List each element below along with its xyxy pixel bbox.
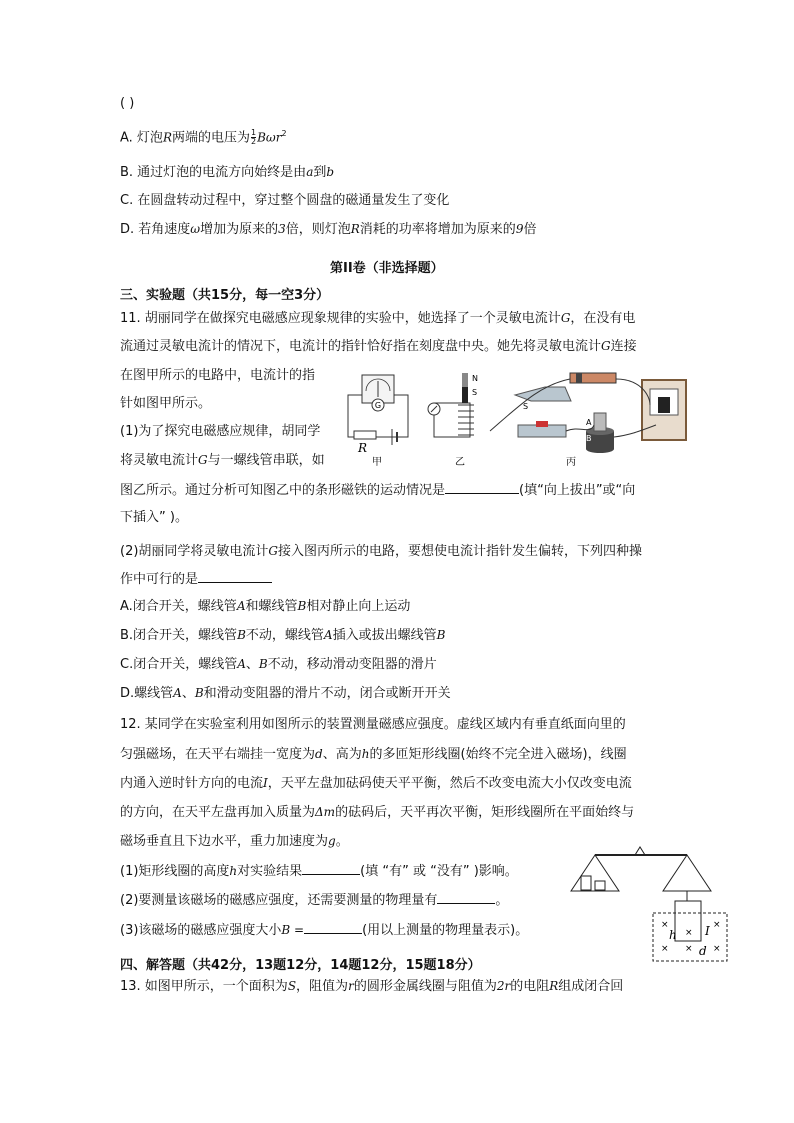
q13-e: 组成闭合回 [558,979,624,994]
q11-opt-d [120,684,451,703]
option-d-t2: 倍，则灯泡 [285,222,351,237]
q11-optc-post: 不动，移动滑动变阻器的滑片 [267,657,437,672]
q12-p1a: (1)矩形线圈的高度 [120,864,230,879]
q12-line1: 12. 某同学在实验室利用如图所示的装置测量磁感应强度。虚线区域内有垂直纸面向里的 [120,717,626,732]
section3-title: 三、实验题（共15分，每一空3分） [120,288,330,303]
q11-opt-c [120,655,437,674]
q12-p1c: (填 “有” 或 “没有” )影响。 [360,864,518,879]
circuit-yi [428,373,478,468]
option-d-n1: 3 [278,222,286,236]
q11-optb-mid2: 插入或拔出螺线管 [332,628,437,643]
q11-l7a: 图乙所示。通过分析可知图乙中的条形磁铁的运动情况是 [120,483,446,498]
frac-denominator: 2 [251,137,257,147]
q11-line7 [120,481,635,500]
option-b [120,163,334,182]
q11-optd-pre: D.螺线管 [120,686,174,701]
q12-part1 [120,862,518,881]
q12-l3v: I [263,776,268,790]
option-d-t3: 消耗的功率将增加为原来的 [359,222,516,237]
q13-v3: 2r [496,979,511,993]
option-d [120,220,536,239]
q11-blank1[interactable] [445,481,519,494]
option-d-n2: 9 [515,222,524,236]
q13-v2: r [348,979,354,993]
q11-optb-v1: B [237,628,246,642]
circuit-bing [490,373,686,468]
q12-l5a: 磁场垂直且下边水平，重力加速度为 [120,834,329,849]
q12-l2v2: h [361,747,370,761]
q11-opt-a [120,597,410,616]
switch-label: S [523,402,529,411]
q12-p1b: 对实验结果 [237,864,303,879]
q13-b: ，阻值为 [296,979,349,994]
q11-l2a: 流通过灵敏电流计的情况下，电流计的指针恰好指在刻度盘中央。她先将灵敏电流计 [120,339,602,354]
option-d-var1: ω [190,222,201,236]
q11-line1 [120,309,635,328]
magnet-s: S [472,388,478,397]
q12-l4a: 的方向，在天平左盘再加入质量为 [120,805,316,820]
option-d-t1: 增加为原来的 [200,222,279,237]
field-x: × [685,944,693,954]
q12-part3 [120,921,528,940]
q11-optb-v3: B [436,628,446,642]
q12-blank2[interactable] [437,891,495,904]
field-x: × [685,928,693,938]
q12-l2a: 匀强磁场，在天平右端挂一宽度为 [120,747,316,762]
q13-v4: R [549,979,559,993]
coil-h-label: h [669,928,677,942]
q12-l5b: 。 [335,834,349,849]
option-a-prefix: A. 灯泡 [120,130,163,146]
q11-l9a: (2)胡丽同学将灵敏电流计 [120,544,269,559]
q11-optd-v2: B [194,686,204,700]
option-b-var1: a [306,165,314,179]
q12-p3a: (3)该磁场的磁感应强度大小 [120,923,282,938]
magnet-n: N [472,374,478,383]
q11-l9b: 接入图丙所示的电路，要想使电流计指针发生偏转，下列四种操 [278,544,643,559]
q13-line1 [120,977,623,996]
q11-line4: 针如图甲所示。 [120,396,212,411]
q12-l2v1: d [315,747,323,761]
coil-a-label: A [586,418,592,427]
q13-v1: S [287,979,297,993]
option-d-t4: 倍 [523,222,537,237]
q12-l4b: 的砝码后，天平再次平衡，矩形线圈所在平面始终与 [335,805,635,820]
q11-line10 [120,570,272,589]
fig-label-jia: 甲 [372,457,382,468]
q12-l4v: Δm [315,805,336,819]
q12-l2b: 、高为 [322,747,362,762]
option-a [120,125,287,147]
q12-p3b: (用以上测量的物理量表示)。 [362,923,529,938]
q11-optc-sep: 、 [245,657,259,672]
q12-p3v: B = [281,923,305,937]
option-b-prefix: B. 通过灯泡的电流方向始终是由 [120,165,307,180]
q11-opta-v2: B [297,599,307,613]
frac-numerator: 1 [251,128,257,138]
q11-l6v: G [198,453,208,467]
q12-line4 [120,803,634,822]
q12-l3a: 内通入逆时针方向的电流 [120,776,264,791]
option-c: C. 在圆盘转动过程中，穿过整个圆盘的磁通量发生了变化 [120,193,450,208]
field-x: × [713,920,721,930]
option-a-mid: 两端的电压为 [171,130,250,146]
section-title: 第II卷（非选择题） [330,261,444,276]
q11-l1v: G [560,311,571,325]
q11-optd-sep: 、 [181,686,195,701]
q11-optd-v1: A [173,686,182,700]
q11-optc-v1: A [237,657,246,671]
option-d-var2: R [350,222,360,236]
fig-label-yi: 乙 [455,457,465,468]
q11-line5: (1)为了探究电磁感应规律，胡同学 [120,424,321,439]
option-a-expr: Bωr [257,130,282,145]
q11-optc-v2: B [258,657,268,671]
q11-opta-v1: A [236,599,246,613]
q12-line3 [120,774,632,793]
coil-i-label: I [705,924,710,938]
q12-p1v: h [229,864,238,878]
option-b-mid: 到 [313,165,327,180]
q12-part2 [120,891,508,910]
coil-b-label: B [586,434,592,443]
option-d-prefix: D. 若角速度 [120,222,191,237]
q11-l1b: ，在没有电 [570,311,636,326]
resistor-label: R [358,441,368,455]
field-x: × [661,944,669,954]
option-b-var2: b [326,165,335,179]
galvanometer-label: G [374,401,382,410]
q11-l6b: 与一螺线管串联，如 [207,453,325,468]
answer-bracket: ( ) [120,96,135,111]
q12-l2c: 的多匝矩形线圈(始终不完全进入磁场)，线圈 [369,747,627,762]
q11-optb-mid: 不动，螺线管 [245,628,324,643]
q11-optd-post: 和滑动变阻器的滑片不动，闭合或断开开关 [203,686,451,701]
fig-label-bing: 丙 [566,457,576,468]
option-a-var: R [162,130,172,145]
q11-l2b: 连接 [610,339,637,354]
q12-l3b: ，天平左盘加砝码使天平平衡，然后不改变电流大小仅改变电流 [267,776,632,791]
q11-line3: 在图甲所示的电路中，电流计的指 [120,368,316,383]
q11-l2v: G [601,339,611,353]
q11-opta-mid: 和螺线管 [245,599,298,614]
q12-l5v: g [328,834,336,848]
q12-line2 [120,745,627,764]
coil-d-label: d [699,944,707,958]
section4-title: 四、解答题（共42分，13题12分，14题12分，15题18分） [120,958,481,973]
q11-line6 [120,451,325,470]
q11-line8: 下插入” )。 [120,510,188,525]
q12-p2b: 。 [495,893,509,908]
q12-p2a: (2)要测量该磁场的磁感应强度，还需要测量的物理量有 [120,893,438,908]
q11-opta-pre: A.闭合开关，螺线管 [120,599,237,614]
q11-l6a: 将灵敏电流计 [120,453,199,468]
q11-l7b: (填“向上拔出”或“向 [519,483,636,498]
q11-optc-pre: C.闭合开关，螺线管 [120,657,238,672]
q11-optb-pre: B.闭合开关，螺线管 [120,628,238,643]
q11-optb-v2: A [323,628,333,642]
q11-l9v: G [268,544,279,558]
option-a-fraction [251,129,256,146]
q11-line9 [120,542,642,561]
q11-opt-b [120,626,445,645]
field-x: × [661,920,669,930]
field-x: × [713,944,721,954]
q13-c: 的圆形金属线圈与阻值为 [353,979,497,994]
option-a-sup: 2 [281,129,287,138]
q12-line5 [120,832,349,851]
q12-blank1[interactable] [302,862,360,875]
q13-d: 的电阻 [510,979,550,994]
q12-blank3[interactable] [304,921,362,934]
q11-l1a: 11. 胡丽同学在做探究电磁感应现象规律的实验中，她选择了一个灵敏电流计 [120,311,561,326]
q13-a: 13. 如图甲所示，一个面积为 [120,979,288,994]
q11-opta-post: 相对静止向上运动 [306,599,411,614]
q11-blank2[interactable] [198,570,272,583]
q12-balance-figure [565,843,735,965]
q11-line2 [120,337,637,356]
circuit-jia [348,375,408,468]
q11-figure [340,365,695,475]
q11-l10: 作中可行的是 [120,572,199,587]
